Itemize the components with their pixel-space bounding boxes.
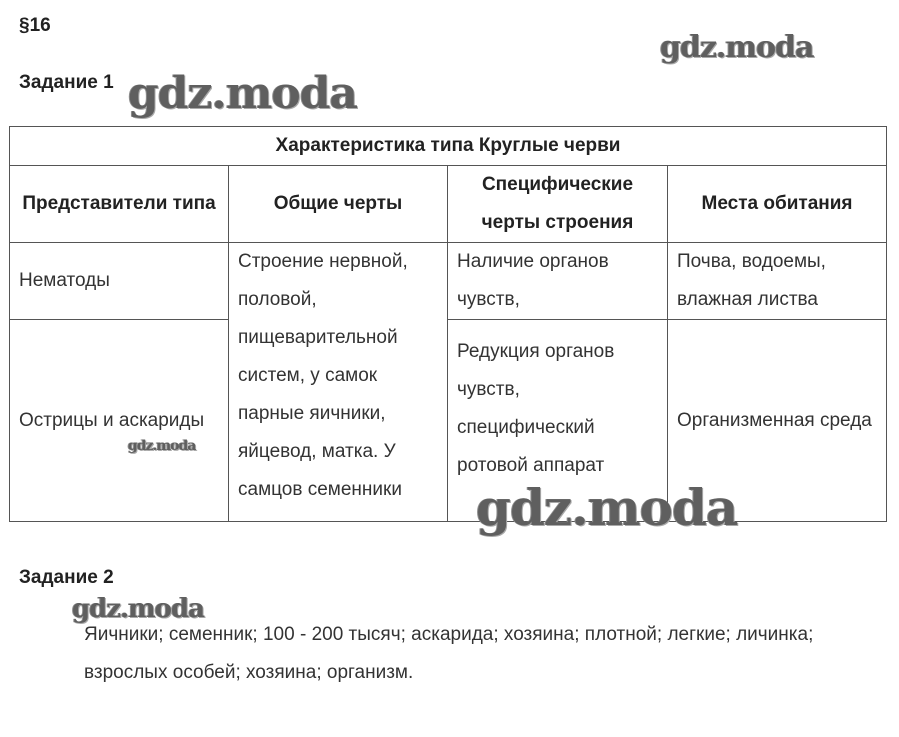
roundworms-table [9,126,887,522]
table-caption: Характеристика типа Круглые черви [10,127,887,166]
task-2-label: Задание 2 [19,567,114,588]
task-1-label: Задание 1 [19,72,114,93]
cell-representatives: Нематоды [10,243,229,320]
header-specific-features: Специфические черты строения [448,166,668,243]
table-row [10,243,887,320]
header-representatives: Представители типа [10,166,229,243]
table-row [10,320,887,522]
cell-specific-features: Наличие органов чувств, [448,243,668,320]
watermark: gdz.moda [128,438,196,454]
watermark: gdz.moda [72,594,205,624]
task-2-answer: Яичники; семенник; 100 - 200 тысяч; аскарида; хозяина; плотной; легкие; личинка; взрослых особей; хозяина; организм. [84,624,814,683]
cell-specific-features: Редукция органов чувств, специфический ротовой аппарат [448,320,668,522]
header-common-features: Общие черты [229,166,448,243]
watermark: gdz.moda [476,478,738,537]
watermark: gdz.moda [128,68,358,119]
cell-habitat: Организменная среда [668,320,887,522]
cell-habitat: Почва, водоемы, влажная листва [668,243,887,320]
header-habitat: Места обитания [668,166,887,243]
cell-common-features: Строение нервной, половой, пищеварительной систем, у самок парные яичники, яйцевод, матка. У самцов семенники [229,243,448,522]
watermark: gdz.moda [660,30,814,65]
cell-representatives: Острицы и аскариды [10,320,229,522]
section-number: §16 [19,15,51,36]
